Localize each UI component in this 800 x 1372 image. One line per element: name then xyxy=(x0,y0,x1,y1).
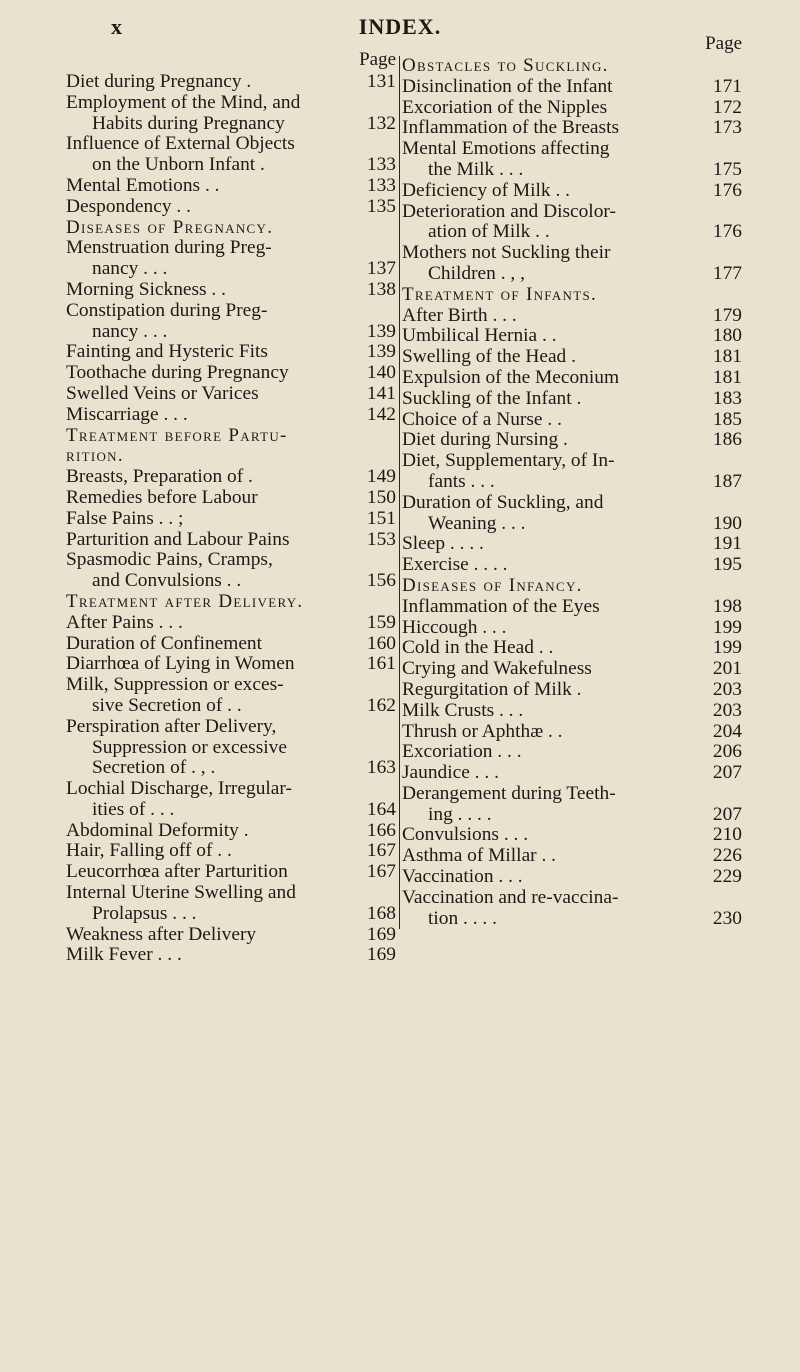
index-entry xyxy=(400,701,742,722)
index-entry xyxy=(66,363,396,384)
index-entry xyxy=(66,571,396,592)
index-entry xyxy=(66,155,396,176)
entry-text: Umbilical Hernia . . xyxy=(402,325,557,347)
entry-text: Suckling of the Infant . xyxy=(402,387,582,409)
entry-text: Treatment of Infants. xyxy=(402,283,598,305)
entry-page-number: 133 xyxy=(366,174,396,196)
index-entry xyxy=(400,243,742,264)
index-entry xyxy=(400,680,742,701)
entry-page-number: 153 xyxy=(366,528,396,550)
index-entry xyxy=(66,925,396,946)
entry-text: rition. xyxy=(66,445,124,467)
entry-text: Constipation during Preg- xyxy=(66,299,268,321)
entry-page-number: 137 xyxy=(366,258,396,280)
index-entry xyxy=(66,862,396,883)
entry-text: Diet, Supplementary, of In- xyxy=(402,450,615,472)
index-entry xyxy=(66,259,396,280)
entry-text: Excoriation of the Nipples xyxy=(402,96,608,118)
entry-text: tion . . . . xyxy=(428,907,497,929)
index-entry xyxy=(66,342,396,363)
entry-page-number: 149 xyxy=(366,466,396,488)
entry-page-number: 167 xyxy=(366,840,396,862)
entry-text: Mental Emotions . . xyxy=(66,174,220,196)
index-entry xyxy=(400,139,742,160)
index-entry xyxy=(400,534,742,555)
entry-page-number: 181 xyxy=(712,346,742,368)
entry-text: ing . . . . xyxy=(428,803,492,825)
entry-page-number: 139 xyxy=(366,341,396,363)
section-heading xyxy=(66,218,396,239)
entry-page-number: 167 xyxy=(366,861,396,883)
entry-page-number: 168 xyxy=(366,902,396,924)
entry-text: Deterioration and Discolor- xyxy=(402,200,616,222)
entry-page-number: 199 xyxy=(712,637,742,659)
index-entry xyxy=(66,72,396,93)
entry-page-number: 226 xyxy=(712,845,742,867)
section-heading xyxy=(66,592,396,613)
entry-page-number: 169 xyxy=(366,923,396,945)
index-entry xyxy=(400,555,742,576)
index-entry xyxy=(400,659,742,680)
entry-page-number: 191 xyxy=(712,533,742,555)
right-entry-list xyxy=(400,56,742,929)
entry-page-number: 177 xyxy=(712,262,742,284)
entry-text: ities of . . . xyxy=(92,798,175,820)
index-entry xyxy=(66,654,396,675)
index-entry xyxy=(66,613,396,634)
entry-text: Choice of a Nurse . . xyxy=(402,408,562,430)
index-entry xyxy=(66,467,396,488)
entry-page-number: 166 xyxy=(366,819,396,841)
entry-page-number: 142 xyxy=(366,403,396,425)
index-entry xyxy=(400,909,742,930)
entry-text: and Convulsions . . xyxy=(92,570,242,592)
index-entry xyxy=(400,410,742,431)
index-entry xyxy=(66,800,396,821)
entry-page-number: 201 xyxy=(712,658,742,680)
entry-text: Swelling of the Head . xyxy=(402,346,576,368)
entry-page-number: 162 xyxy=(366,694,396,716)
entry-text: Diseases of Infancy. xyxy=(402,574,583,596)
index-entry xyxy=(66,530,396,551)
index-entry xyxy=(66,488,396,509)
left-entry-list xyxy=(66,72,396,966)
entry-page-number: 139 xyxy=(366,320,396,342)
index-entry xyxy=(66,134,396,155)
entry-text: Sleep . . . . xyxy=(402,533,484,555)
index-entry xyxy=(66,238,396,259)
entry-page-number: 140 xyxy=(366,362,396,384)
entry-text: Treatment before Partu- xyxy=(66,424,288,446)
entry-text: Fainting and Hysteric Fits xyxy=(66,341,268,363)
entry-page-number: 176 xyxy=(712,179,742,201)
index-entry xyxy=(400,472,742,493)
index-entry xyxy=(400,368,742,389)
entry-text: Spasmodic Pains, Cramps, xyxy=(66,549,273,571)
index-entry xyxy=(66,93,396,114)
entry-text: sive Secretion of . . xyxy=(92,694,242,716)
entry-text: Cold in the Head . . xyxy=(402,637,554,659)
index-entry xyxy=(66,779,396,800)
index-entry xyxy=(66,696,396,717)
entry-text: Duration of Confinement xyxy=(66,632,263,654)
entry-text: ation of Milk . . xyxy=(428,221,550,243)
entry-text: nancy . . . xyxy=(92,258,168,280)
index-entry xyxy=(400,493,742,514)
section-heading xyxy=(66,446,396,467)
entry-text: the Milk . . . xyxy=(428,158,524,180)
entry-text: on the Unborn Infant . xyxy=(92,154,265,176)
index-entry xyxy=(400,514,742,535)
entry-text: Weakness after Delivery xyxy=(66,923,257,945)
entry-text: Derangement during Teeth- xyxy=(402,782,616,804)
entry-text: Inflammation of the Eyes xyxy=(402,595,600,617)
entry-page-number: 138 xyxy=(366,278,396,300)
index-entry xyxy=(66,405,396,426)
index-entry xyxy=(400,118,742,139)
entry-page-number: 163 xyxy=(366,757,396,779)
entry-text: Swelled Veins or Varices xyxy=(66,382,259,404)
index-entry xyxy=(400,888,742,909)
entry-text: Exercise . . . . xyxy=(402,554,508,576)
entry-text: Treatment after Delivery. xyxy=(66,590,304,612)
entry-text: Diet during Pregnancy . xyxy=(66,71,252,92)
entry-text: Asthma of Millar . . xyxy=(402,845,557,867)
entry-page-number: 160 xyxy=(366,632,396,654)
entry-text: Suppression or excessive xyxy=(92,736,287,758)
left-page-label: Page xyxy=(359,49,396,70)
index-entry xyxy=(66,114,396,135)
index-entry xyxy=(400,846,742,867)
entry-page-number: 135 xyxy=(366,195,396,217)
entry-page-number: 230 xyxy=(712,907,742,929)
entry-text: nancy . . . xyxy=(92,320,168,342)
entry-page-number: 175 xyxy=(712,158,742,180)
index-entry xyxy=(400,597,742,618)
index-entry xyxy=(400,389,742,410)
entry-page-number: 169 xyxy=(366,944,396,966)
index-entry xyxy=(66,550,396,571)
entry-text: Leucorrhœa after Parturition xyxy=(66,861,288,883)
entry-text: Influence of External Objects xyxy=(66,133,295,155)
index-entry xyxy=(400,867,742,888)
entry-text: Perspiration after Delivery, xyxy=(66,715,277,737)
entry-text: False Pains . . ; xyxy=(66,507,184,529)
index-entry xyxy=(400,326,742,347)
index-entry xyxy=(400,805,742,826)
entry-text: fants . . . xyxy=(428,470,495,492)
index-entry xyxy=(400,784,742,805)
index-entry xyxy=(400,306,742,327)
entry-page-number: 204 xyxy=(712,720,742,742)
entry-page-number: 172 xyxy=(712,96,742,118)
entry-page-number: 156 xyxy=(366,570,396,592)
entry-text: Diet during Nursing . xyxy=(402,429,568,451)
entry-page-number: 183 xyxy=(712,387,742,409)
entry-text: Children . , , xyxy=(428,262,525,284)
entry-text: Abdominal Deformity . xyxy=(66,819,249,841)
entry-text: Remedies before Labour xyxy=(66,486,258,508)
page-number: x xyxy=(111,14,122,39)
index-entry xyxy=(400,430,742,451)
entry-text: Regurgitation of Milk . xyxy=(402,678,582,700)
entry-text: Disinclination of the Infant xyxy=(402,75,613,97)
index-entry xyxy=(400,160,742,181)
entry-page-number: 180 xyxy=(712,325,742,347)
index-entry xyxy=(400,451,742,472)
section-heading xyxy=(66,426,396,447)
index-entry xyxy=(400,181,742,202)
entry-text: Hair, Falling off of . . xyxy=(66,840,232,862)
index-entry xyxy=(66,301,396,322)
index-entry xyxy=(66,176,396,197)
entry-text: Toothache during Pregnancy xyxy=(66,362,289,384)
entry-page-number: 176 xyxy=(712,221,742,243)
entry-text: Convulsions . . . xyxy=(402,824,529,846)
entry-text: Duration of Suckling, and xyxy=(402,491,604,513)
entry-page-number: 159 xyxy=(366,611,396,633)
index-entry xyxy=(66,322,396,343)
entry-text: Excoriation . . . xyxy=(402,741,522,763)
entry-page-number: 207 xyxy=(712,803,742,825)
index-entry xyxy=(400,618,742,639)
entry-text: Milk Fever . . . xyxy=(66,944,182,966)
entry-page-number: 198 xyxy=(712,595,742,617)
entry-page-number: 150 xyxy=(366,486,396,508)
entry-text: Milk Crusts . . . xyxy=(402,699,524,721)
index-entry xyxy=(400,722,742,743)
index-entry xyxy=(66,821,396,842)
entry-page-number: 151 xyxy=(366,507,396,529)
index-entry xyxy=(400,264,742,285)
entry-page-number: 187 xyxy=(712,470,742,492)
index-entry xyxy=(400,347,742,368)
entry-text: Internal Uterine Swelling and xyxy=(66,882,296,904)
index-entry xyxy=(66,841,396,862)
entry-text: Crying and Wakefulness xyxy=(402,658,592,680)
index-entry xyxy=(400,763,742,784)
index-entry xyxy=(400,638,742,659)
entry-text: Menstruation during Preg- xyxy=(66,237,272,259)
index-entry xyxy=(66,634,396,655)
entry-page-number: 132 xyxy=(366,112,396,134)
entry-page-number: 161 xyxy=(366,653,396,675)
index-entry xyxy=(400,202,742,223)
index-entry xyxy=(400,77,742,98)
entry-page-number: 229 xyxy=(712,866,742,888)
left-column xyxy=(66,48,396,966)
entry-page-number: 141 xyxy=(366,382,396,404)
entry-page-number: 133 xyxy=(366,154,396,176)
entry-text: After Birth . . . xyxy=(402,304,517,326)
entry-text: Milk, Suppression or exces- xyxy=(66,674,284,696)
entry-text: Expulsion of the Meconium xyxy=(402,366,620,388)
index-entry xyxy=(400,742,742,763)
entry-page-number: 190 xyxy=(712,512,742,534)
entry-text: Breasts, Preparation of . xyxy=(66,466,253,488)
section-heading xyxy=(400,576,742,597)
entry-page-number: 195 xyxy=(712,554,742,576)
entry-page-number: 186 xyxy=(712,429,742,451)
section-heading xyxy=(400,285,742,306)
entry-text: Vaccination . . . xyxy=(402,866,523,888)
entry-page-number: 179 xyxy=(712,304,742,326)
section-heading xyxy=(400,56,742,77)
entry-text: After Pains . . . xyxy=(66,611,183,633)
entry-text: Morning Sickness . . xyxy=(66,278,226,300)
index-entry xyxy=(66,675,396,696)
index-entry xyxy=(66,945,396,966)
entry-page-number: 164 xyxy=(366,798,396,820)
entry-text: Vaccination and re-vaccina- xyxy=(402,886,619,908)
entry-text: Parturition and Labour Pains xyxy=(66,528,290,550)
entry-page-number: 207 xyxy=(712,762,742,784)
index-entry xyxy=(66,758,396,779)
index-entry xyxy=(400,825,742,846)
entry-text: Lochial Discharge, Irregular- xyxy=(66,778,292,800)
entry-page-number: 199 xyxy=(712,616,742,638)
entry-page-number: 173 xyxy=(712,117,742,139)
entry-text: Despondency . . xyxy=(66,195,191,217)
right-page-label: Page xyxy=(705,33,742,54)
entry-text: Secretion of . , . xyxy=(92,757,216,779)
entry-text: Diarrhœa of Lying in Women xyxy=(66,653,295,675)
entry-text: Hiccough . . . xyxy=(402,616,507,638)
entry-text: Miscarriage . . . xyxy=(66,403,188,425)
entry-page-number: 181 xyxy=(712,366,742,388)
entry-page-number: 203 xyxy=(712,678,742,700)
entry-text: Deficiency of Milk . . xyxy=(402,179,571,201)
index-entry xyxy=(66,197,396,218)
entry-page-number: 185 xyxy=(712,408,742,430)
index-entry xyxy=(400,98,742,119)
entry-text: Habits during Pregnancy xyxy=(92,112,285,134)
entry-page-number: 206 xyxy=(712,741,742,763)
entry-page-number: 171 xyxy=(712,75,742,97)
index-entry xyxy=(66,904,396,925)
entry-text: Prolapsus . . . xyxy=(92,902,197,924)
index-entry xyxy=(66,738,396,759)
index-entry xyxy=(66,280,396,301)
page-header xyxy=(0,10,800,44)
index-entry xyxy=(400,222,742,243)
index-entry xyxy=(66,384,396,405)
entry-text: Jaundice . . . xyxy=(402,762,499,784)
index-entry xyxy=(66,883,396,904)
entry-text: Obstacles to Suckling. xyxy=(402,55,609,76)
entry-text: Inflammation of the Breasts xyxy=(402,117,620,139)
entry-text: Mothers not Suckling their xyxy=(402,242,611,264)
entry-text: Diseases of Pregnancy. xyxy=(66,216,274,238)
index-entry xyxy=(66,717,396,738)
entry-text: Employment of the Mind, and xyxy=(66,91,301,113)
entry-page-number: 203 xyxy=(712,699,742,721)
entry-text: Thrush or Aphthæ . . xyxy=(402,720,563,742)
entry-page-number: 131 xyxy=(366,71,396,92)
entry-text: Weaning . . . xyxy=(428,512,526,534)
entry-text: Mental Emotions affecting xyxy=(402,138,610,160)
right-column xyxy=(399,33,742,929)
entry-page-number: 210 xyxy=(712,824,742,846)
index-entry xyxy=(66,509,396,530)
page-title: INDEX. xyxy=(358,14,442,39)
